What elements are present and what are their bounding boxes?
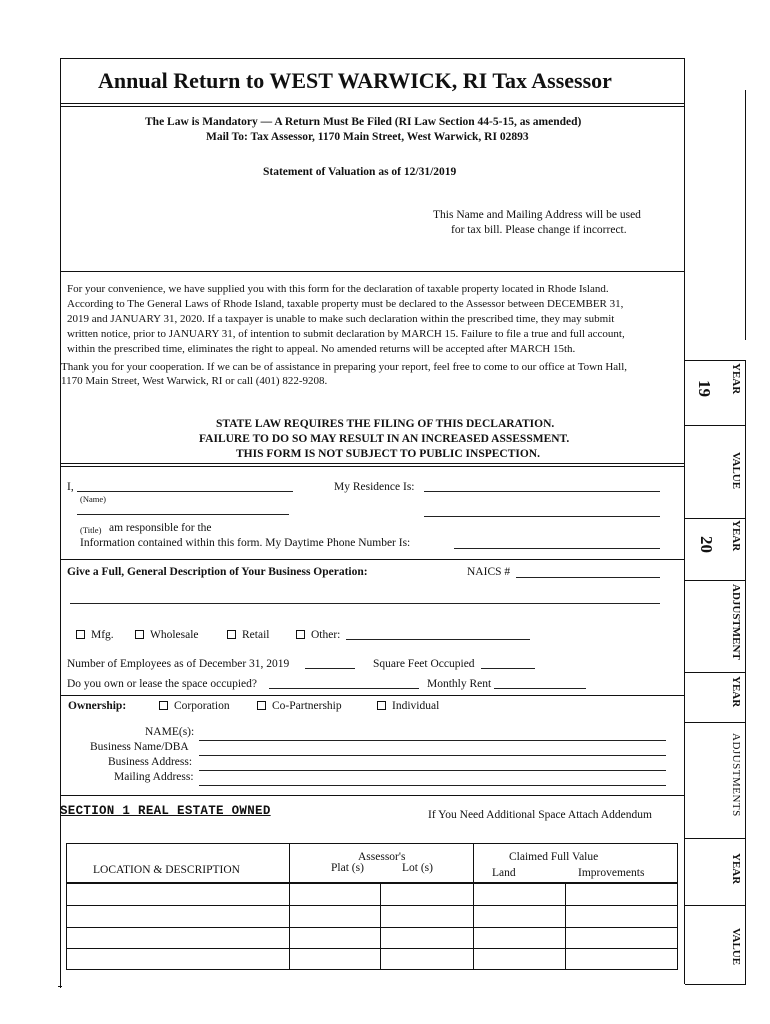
- business-address-field[interactable]: [199, 770, 666, 771]
- intro-line-2: According to The General Laws of Rhode Island, taxable property must be declared to the Assessor between DECEMBER 31,: [67, 298, 624, 310]
- dba-field[interactable]: [199, 755, 666, 756]
- sidebar-outer-border: [745, 90, 746, 340]
- sidebar-year-value-20: 20: [697, 536, 716, 553]
- bottom-left-mark: [58, 986, 62, 987]
- page-title: Annual Return to WEST WARWICK, RI Tax Assessor: [98, 68, 612, 93]
- checkbox-wholesale-box[interactable]: [135, 630, 144, 639]
- own-lease-label: Do you own or lease the space occupied?: [67, 678, 257, 690]
- names-field[interactable]: [199, 740, 666, 741]
- intro-line-4: written notice, prior to JANUARY 31, of intention to submit declaration by MARCH 15. Failure to file a true and full account,: [67, 328, 625, 340]
- col-plat-header: Plat (s): [331, 862, 364, 874]
- thanks-line-2: 1170 Main Street, West Warwick, RI or call (401) 822-9208.: [61, 375, 328, 387]
- table-col-divider-3: [473, 843, 474, 970]
- table-row-line-3: [66, 948, 678, 949]
- checkbox-wholesale-label: Wholesale: [150, 629, 199, 641]
- dba-label: Business Name/DBA: [90, 741, 189, 753]
- residence-label: My Residence Is:: [334, 481, 415, 493]
- business-address-label: Business Address:: [108, 756, 193, 768]
- sidebar-inner-border: [684, 808, 685, 984]
- sqft-field[interactable]: [481, 668, 535, 669]
- ownership-copartnership-label: Co-Partnership: [272, 700, 342, 712]
- info-phone-text: Information contained within this form. My Daytime Phone Number Is:: [80, 537, 411, 549]
- intro-line-1: For your convenience, we have supplied you with this form for the declaration of taxable property located in Rhode Island.: [67, 283, 609, 295]
- sidebar-divider-4: [685, 580, 746, 581]
- sidebar-year-label-3: YEAR: [730, 676, 742, 708]
- checkbox-other[interactable]: [296, 629, 340, 641]
- ownership-corporation-box[interactable]: [159, 701, 168, 710]
- checkbox-retail-box[interactable]: [227, 630, 236, 639]
- col-improvements-header: Improvements: [578, 867, 645, 879]
- col-lot-header: Lot (s): [402, 862, 433, 874]
- name-field[interactable]: [77, 491, 293, 492]
- sidebar-year-label-1: YEAR: [730, 363, 742, 395]
- mandatory-notice: The Law is Mandatory — A Return Must Be Filed (RI Law Section 44-5-15, as amended): [145, 116, 582, 128]
- sidebar-bottom: [685, 984, 746, 985]
- checkbox-mfg[interactable]: [76, 629, 114, 641]
- table-col-divider-1: [289, 843, 290, 970]
- row1-location-cell[interactable]: [67, 884, 289, 905]
- sidebar-value-label-1: VALUE: [730, 452, 742, 490]
- law-notice-line-2: FAILURE TO DO SO MAY RESULT IN AN INCREASED ASSESSMENT.: [199, 433, 570, 445]
- table-row-line-2: [66, 927, 678, 928]
- sidebar-divider-6: [685, 722, 746, 723]
- col-assessors-header: Assessor's: [358, 851, 406, 863]
- ownership-corporation-label: Corporation: [174, 700, 230, 712]
- i-label: I,: [67, 481, 74, 493]
- monthly-rent-field[interactable]: [494, 688, 586, 689]
- intro-line-3: 2019 and JANUARY 31, 2020. If a taxpayer is unable to make such declaration within the prescribed time, they may submit: [67, 313, 615, 325]
- name-address-note-line2: for tax bill. Please change if incorrect.: [451, 224, 627, 236]
- name-address-note-line1: This Name and Mailing Address will be used: [433, 209, 641, 221]
- ownership-label: Ownership:: [68, 700, 127, 712]
- employees-field[interactable]: [305, 668, 355, 669]
- sidebar-divider-8: [685, 905, 746, 906]
- law-notice-line-1: STATE LAW REQUIRES THE FILING OF THIS DECLARATION.: [216, 418, 555, 430]
- checkbox-retail[interactable]: [227, 629, 269, 641]
- naics-field[interactable]: [516, 577, 660, 578]
- sidebar-year-label-4: YEAR: [730, 853, 742, 885]
- row1-improvements-cell[interactable]: [566, 884, 677, 905]
- sidebar-divider-3: [685, 518, 746, 519]
- sidebar-divider-1: [685, 360, 746, 361]
- ownership-individual-label: Individual: [392, 700, 440, 712]
- responsible-text: am responsible for the: [109, 522, 212, 534]
- sidebar-adjustment-label: ADJUSTMENT: [730, 584, 742, 660]
- business-description-label: Give a Full, General Description of Your Business Operation:: [67, 566, 368, 578]
- table-row-line-1: [66, 905, 678, 906]
- other-type-field[interactable]: [346, 639, 530, 640]
- ownership-individual[interactable]: [377, 700, 439, 712]
- name-field-2[interactable]: [77, 514, 289, 515]
- title-caption: (Title): [80, 525, 102, 535]
- checkbox-mfg-label: Mfg.: [91, 629, 114, 641]
- business-divider: [60, 695, 685, 696]
- mailing-address-label: Mailing Address:: [114, 771, 194, 783]
- mailing-address-field[interactable]: [199, 785, 666, 786]
- ownership-divider: [60, 795, 685, 796]
- sqft-label: Square Feet Occupied: [373, 658, 475, 670]
- checkbox-other-box[interactable]: [296, 630, 305, 639]
- naics-label: NAICS #: [467, 566, 511, 578]
- sidebar-divider-7: [685, 838, 746, 839]
- declarant-divider: [60, 559, 685, 560]
- col-land-header: Land: [492, 867, 516, 879]
- business-description-field[interactable]: [70, 603, 660, 604]
- col-location-header: LOCATION & DESCRIPTION: [93, 864, 240, 876]
- residence-field-1[interactable]: [424, 491, 660, 492]
- name-caption: (Name): [80, 494, 106, 504]
- statement-of-valuation: Statement of Valuation as of 12/31/2019: [263, 166, 457, 178]
- checkbox-retail-label: Retail: [242, 629, 270, 641]
- own-lease-field[interactable]: [269, 688, 419, 689]
- sidebar-adjustments-label: ADJUSTMENTS: [730, 733, 742, 817]
- law-divider-2: [60, 466, 685, 467]
- sidebar-year-value-19: 19: [695, 380, 714, 397]
- title-divider-2: [60, 106, 685, 107]
- sidebar-value-label-2: VALUE: [730, 928, 742, 966]
- law-divider: [60, 463, 685, 464]
- header-bottom-divider: [60, 271, 685, 272]
- sidebar-divider-2: [685, 425, 746, 426]
- row1-lot-cell[interactable]: [381, 884, 473, 905]
- section1-title: SECTION 1 REAL ESTATE OWNED: [60, 804, 271, 818]
- frame-left-border: [60, 58, 61, 988]
- sidebar-year-label-2: YEAR: [730, 520, 742, 552]
- row1-land-cell[interactable]: [474, 884, 565, 905]
- phone-field[interactable]: [454, 548, 660, 549]
- row1-plat-cell[interactable]: [290, 884, 380, 905]
- employees-label: Number of Employees as of December 31, 2019: [67, 658, 290, 670]
- section1-note: If You Need Additional Space Attach Addendum: [428, 809, 652, 821]
- mail-to-address: Mail To: Tax Assessor, 1170 Main Street, West Warwick, RI 02893: [206, 131, 529, 143]
- monthly-rent-label: Monthly Rent: [427, 678, 492, 690]
- intro-line-5: within the prescribed time, eliminates the right to appeal. No amended returns will be accepted after MARCH 15th.: [67, 343, 576, 355]
- ownership-individual-box[interactable]: [377, 701, 386, 710]
- frame-top-border: [60, 58, 685, 59]
- checkbox-wholesale[interactable]: [135, 629, 199, 641]
- col-claimed-header: Claimed Full Value: [509, 851, 599, 863]
- checkbox-other-label: Other:: [311, 629, 341, 641]
- thanks-line-1: Thank you for your cooperation. If we can be of assistance in preparing your report, feel free to come to our office at Town Hall,: [61, 361, 628, 373]
- ownership-corporation[interactable]: [159, 700, 230, 712]
- title-divider: [60, 103, 685, 104]
- sidebar-divider-5: [685, 672, 746, 673]
- ownership-copartnership[interactable]: [257, 700, 342, 712]
- ownership-copartnership-box[interactable]: [257, 701, 266, 710]
- checkbox-mfg-box[interactable]: [76, 630, 85, 639]
- law-notice-line-3: THIS FORM IS NOT SUBJECT TO PUBLIC INSPECTION.: [236, 448, 540, 460]
- residence-field-2[interactable]: [424, 516, 660, 517]
- names-label: NAME(s):: [145, 726, 195, 738]
